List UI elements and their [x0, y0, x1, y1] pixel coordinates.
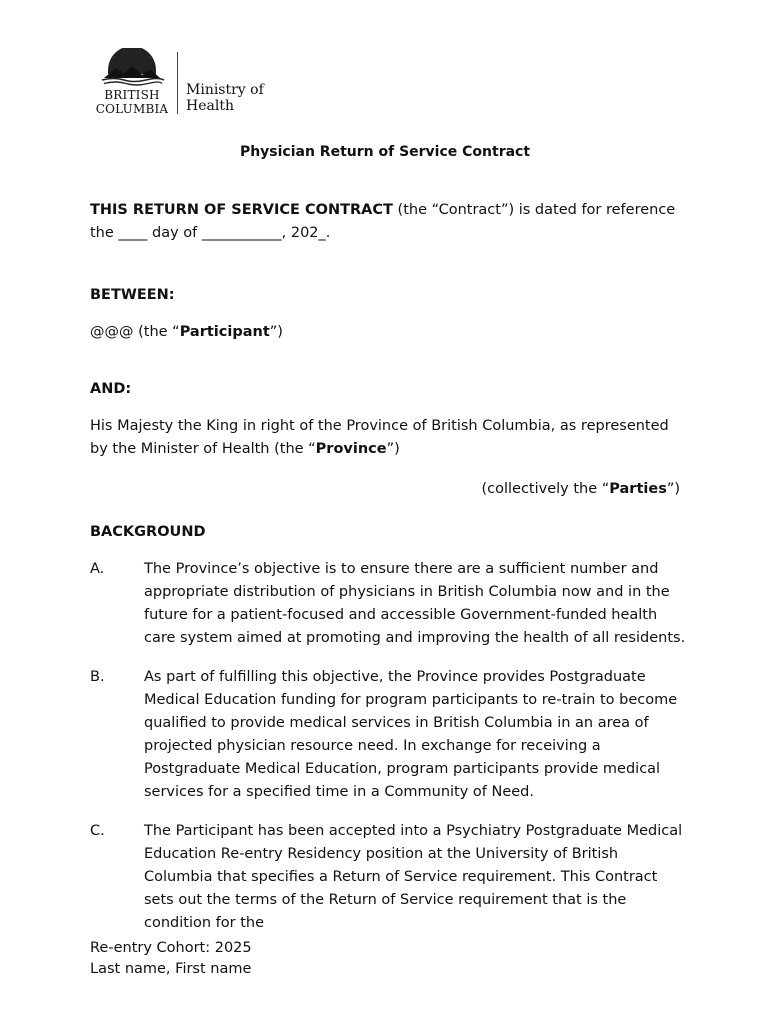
ministry-name	[186, 82, 264, 114]
footer-cohort: Re-entry Cohort: 2025	[90, 940, 252, 956]
province-paragraph	[90, 415, 690, 461]
ministry-line-2: Health	[186, 98, 234, 114]
bc-wordmark	[94, 88, 170, 116]
bc-ministry-logo	[94, 48, 264, 118]
logo-divider	[177, 52, 178, 114]
list-letter: A.	[90, 561, 105, 577]
list-text: The Participant has been accepted into a Psychiatry Postgraduate Medical Education Re-entry Residency position at the University of British Columbia that specifies a Return of Service requirement. This Contract sets out the terms of the Return of Service requirement that is the condition for the	[144, 823, 683, 931]
list-letter: C.	[90, 823, 105, 839]
and-heading: AND:	[90, 381, 132, 397]
document-title: Physician Return of Service Contract	[239, 144, 531, 160]
participant-pre: @@@ (the “	[90, 324, 180, 340]
intro-text: (the “Contract”) is dated for reference the ____ day of ___________, 202_.	[90, 202, 676, 241]
parties-bold: Parties	[609, 481, 667, 497]
list-letter: B.	[90, 669, 105, 685]
between-heading: BETWEEN:	[90, 287, 175, 303]
logo-line-columbia: COLUMBIA	[95, 102, 169, 116]
page-footer	[90, 938, 252, 980]
logo-line-british: BRITISH	[104, 88, 160, 102]
province-bold: Province	[315, 441, 387, 457]
footer-name: Last name, First name	[90, 961, 252, 977]
parties-pre: (collectively the “	[481, 481, 610, 497]
intro-paragraph	[90, 199, 690, 245]
list-text: The Province’s objective is to ensure there are a sufficient number and appropriate distribution of physicians in British Columbia now and in the future for a patient-focused and accessible Government-funded health care system aimed at promoting and improving the health of all residents.	[144, 561, 686, 646]
parties-post: ”)	[666, 481, 680, 497]
participant-bold: Participant	[179, 324, 270, 340]
ministry-line-1: Ministry of	[186, 82, 264, 98]
parties-line	[90, 478, 680, 501]
province-pre: His Majesty the King in right of the Province of British Columbia, as represented by the Minister of Health (the “	[90, 418, 669, 457]
participant-post: ”)	[269, 324, 283, 340]
background-heading: BACKGROUND	[90, 524, 206, 540]
province-post: ”)	[386, 441, 400, 457]
bc-sun-mountains-icon	[94, 48, 170, 88]
list-text: As part of fulfilling this objective, the Province provides Postgraduate Medical Education funding for program participants to re-train to become qualified to provide medical services in British Columbia in an area of projected physician resource need. In exchange for receiving a Postgraduate Medical Education, program participants provide medical services for a specified time in a Community of Need.	[144, 669, 678, 800]
participant-line	[90, 321, 690, 344]
intro-bold: THIS RETURN OF SERVICE CONTRACT	[90, 202, 393, 218]
